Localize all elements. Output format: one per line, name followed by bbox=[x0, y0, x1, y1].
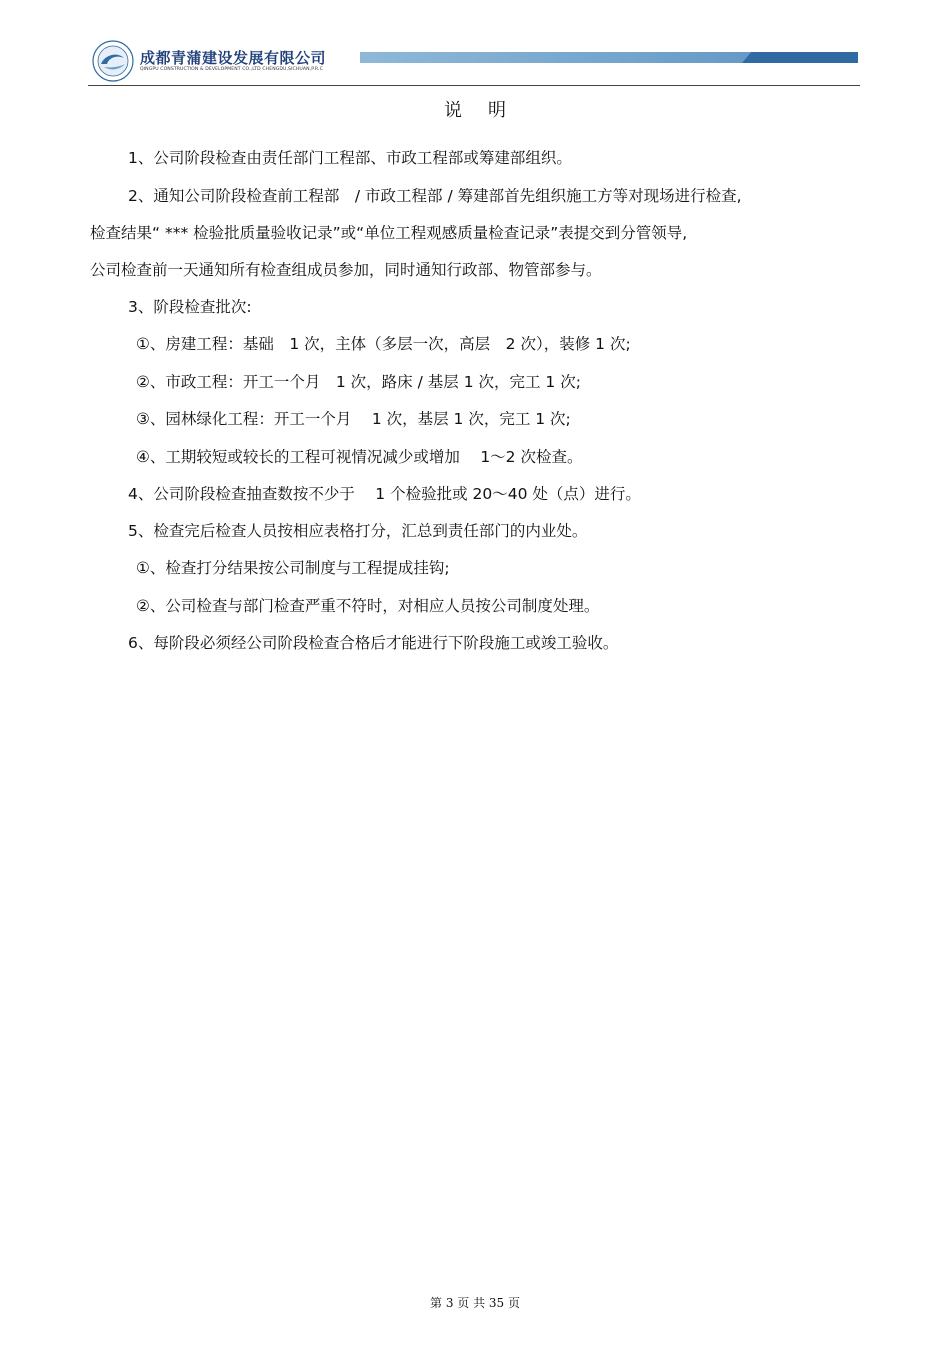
company-name-cn: 成都青蒲建设发展有限公司 bbox=[140, 49, 327, 67]
paragraph-2: 2、通知公司阶段检查前工程部 / 市政工程部 / 筹建部首先组织施工方等对现场进行检查, bbox=[128, 187, 742, 205]
paragraph-2-line-3: 公司检查前一天通知所有检查组成员参加，同时通知行政部、物管部参与。 bbox=[90, 261, 602, 279]
header-divider bbox=[88, 85, 860, 86]
list-item-3-4: ④、工期较短或较长的工程可视情况减少或增加 1～2 次检查。 bbox=[136, 448, 583, 466]
paragraph-1: 1、公司阶段检查由责任部门工程部、市政工程部或筹建部组织。 bbox=[128, 149, 572, 167]
list-item-5-1: ①、检查打分结果按公司制度与工程提成挂钩; bbox=[136, 559, 450, 577]
paragraph-2-line-2: 检查结果“ *** 检验批质量验收记录”或“单位工程观感质量检查记录”表提交到分管领导, bbox=[90, 224, 688, 242]
paragraph-3: 3、阶段检查批次: bbox=[128, 298, 252, 316]
company-logo-icon bbox=[92, 40, 134, 82]
paragraph-5: 5、检查完后检查人员按相应表格打分，汇总到责任部门的内业处。 bbox=[128, 522, 588, 540]
paragraph-6: 6、每阶段必须经公司阶段检查合格后才能进行下阶段施工或竣工验收。 bbox=[128, 634, 619, 652]
paragraph-4: 4、公司阶段检查抽查数按不少于 1 个检验批或 20～40 处（点）进行。 bbox=[128, 485, 641, 503]
list-item-3-1: ①、房建工程：基础 1 次，主体（多层一次，高层 2 次），装修 1 次; bbox=[136, 335, 631, 353]
list-item-3-3: ③、园林绿化工程：开工一个月 1 次，基层 1 次，完工 1 次; bbox=[136, 410, 571, 428]
list-item-5-2: ②、公司检查与部门检查严重不符时，对相应人员按公司制度处理。 bbox=[136, 597, 600, 615]
header-decor-bar-dark bbox=[742, 52, 858, 63]
page-header bbox=[88, 38, 860, 86]
page-title: 说明 bbox=[444, 100, 532, 121]
page-footer: 第 3 页 共 35 页 bbox=[430, 1296, 520, 1310]
list-item-3-2: ②、市政工程：开工一个月 1 次，路床 / 基层 1 次，完工 1 次; bbox=[136, 373, 581, 391]
company-name-en: QINGPU CONSTRUCTION & DEVELOPMENT CO.,LTD CHENGDU,SICHUAN,P.R.C bbox=[140, 67, 323, 72]
